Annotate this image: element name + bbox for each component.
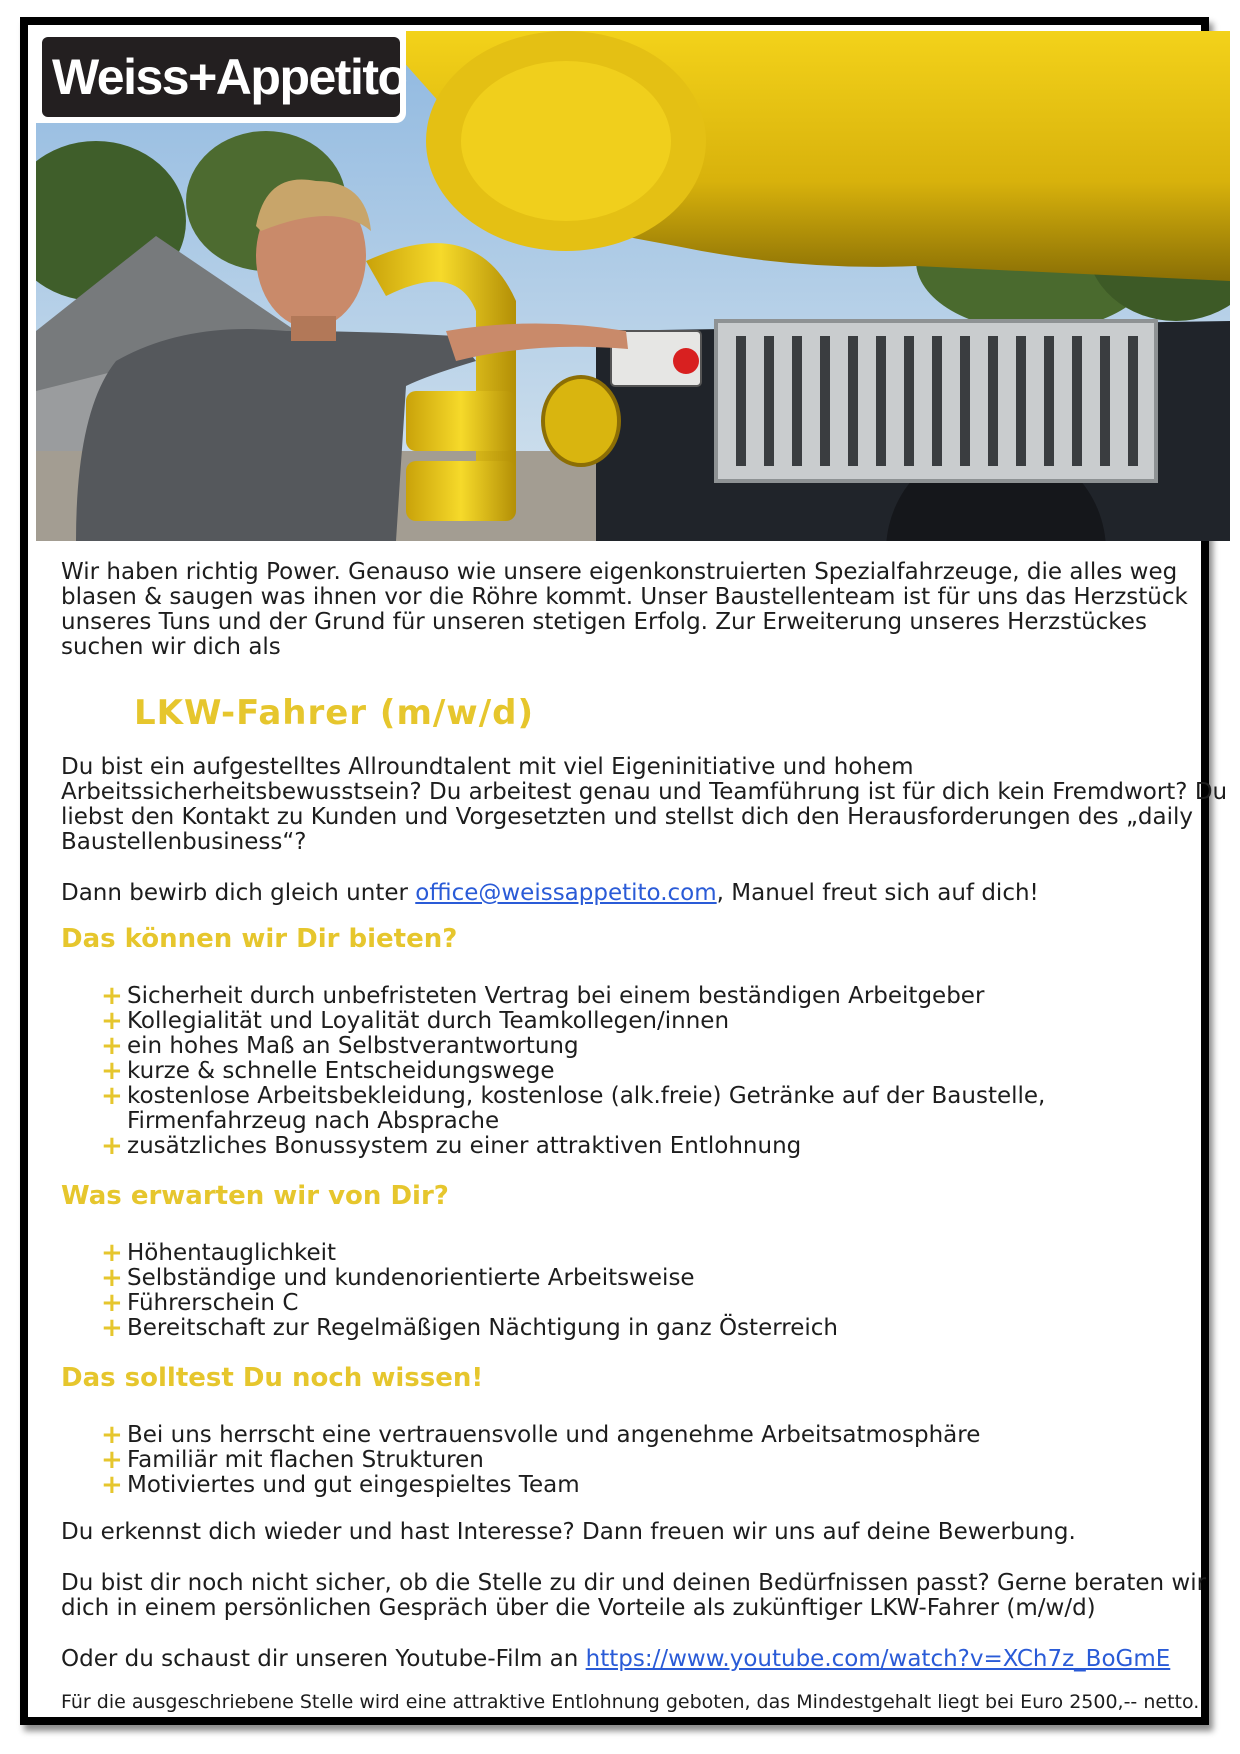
list-item: + Kollegialität und Loyalität durch Teamkollegen/innen — [101, 1006, 730, 1036]
list-item: + Höhentauglichkeit — [101, 1238, 337, 1268]
list-item: + Motiviertes und gut eingespieltes Team — [101, 1470, 580, 1500]
plus-icon: + — [101, 1313, 123, 1343]
video-text: Oder du schaust dir unseren Youtube-Film an — [61, 1646, 586, 1672]
list-item: + Sicherheit durch unbefristeten Vertrag bei einem beständigen Arbeitgeber — [101, 981, 985, 1011]
list-item: + kurze & schnelle Entscheidungswege — [101, 1056, 555, 1086]
plus-icon: + — [101, 1031, 123, 1061]
list-item: + Bereitschaft zur Regelmäßigen Nächtigung in ganz Österreich — [101, 1313, 838, 1343]
plus-icon: + — [101, 1263, 123, 1293]
plus-icon: + — [101, 1131, 123, 1161]
expectations-list — [61, 1238, 1231, 1343]
video-paragraph — [61, 1647, 1231, 1672]
profile-paragraph: Du bist ein aufgestelltes Allroundtalent mit viel Eigeninitiative und hohem Arbeitssicherheitsbewusstsein? Du arbeitest genau und Teamführung ist für dich kein Fremdwort? Du liebst den Kontakt zu Kunden und Vorgesetzten und stellst dich den Herausforderungen des „daily Baustellenbusiness“? — [61, 754, 1228, 855]
list-item: + kostenlose Arbeitsbekleidung, kostenlose (alk.freie) Getränke auf der Baustelle, Firmenfahrzeug nach Absprache — [101, 1081, 1046, 1134]
apply-text-before: Dann bewirb dich gleich unter — [61, 880, 416, 906]
page-frame — [20, 17, 1228, 1725]
list-item: + Selbständige und kundenorientierte Arbeitsweise — [101, 1263, 695, 1293]
section-heading-expectations: Was erwarten wir von Dir? — [61, 1181, 449, 1211]
job-ad-content — [61, 560, 1231, 1713]
plus-icon: + — [101, 981, 123, 1011]
plus-icon: + — [101, 1081, 123, 1111]
plus-icon: + — [101, 1056, 123, 1086]
plus-icon: + — [101, 1238, 123, 1268]
apply-text-after: , Manuel freut sich auf dich! — [716, 880, 1039, 906]
plus-icon: + — [101, 1006, 123, 1036]
salary-note: Für die ausgeschriebene Stelle wird eine attraktive Entlohnung geboten, das Mindestgehalt liegt bei Euro 2500,-- netto. — [61, 1691, 1200, 1713]
list-item: + Führerschein C — [101, 1288, 299, 1318]
brand-logo-text: Weiss+Appetito — [42, 37, 400, 117]
apply-paragraph — [61, 881, 1231, 906]
list-item: + Familiär mit flachen Strukturen — [101, 1445, 484, 1475]
good-to-know-list — [61, 1420, 1231, 1500]
intro-paragraph: Wir haben richtig Power. Genauso wie unsere eigenkonstruierten Spezialfahrzeuge, die alles weg blasen & saugen was ihnen vor die Röhre kommt. Unser Baustellenteam ist für uns das Herzstück unseres Tuns und der Grund für unseren stetigen Erfolg. Zur Erweiterung unseres Herzstückes suchen wir dich als — [61, 559, 1188, 660]
plus-icon: + — [101, 1470, 123, 1500]
job-title: LKW-Fahrer (m/w/d) — [134, 693, 535, 733]
section-heading-offer: Das können wir Dir bieten? — [61, 924, 458, 954]
youtube-link[interactable]: https://www.youtube.com/watch?v=XCh7z_BoGmE — [585, 1646, 1171, 1672]
plus-icon: + — [101, 1420, 123, 1450]
section-heading-good-to-know: Das solltest Du noch wissen! — [61, 1363, 484, 1393]
plus-icon: + — [101, 1445, 123, 1475]
interest-paragraph: Du erkennst dich wieder und hast Interesse? Dann freuen wir uns auf deine Bewerbung. — [61, 1519, 1076, 1545]
list-item: + ein hohes Maß an Selbstverantwortung — [101, 1031, 579, 1061]
brand-logo — [36, 31, 406, 123]
offer-list — [61, 981, 1231, 1161]
list-item: + Bei uns herrscht eine vertrauensvolle und angenehme Arbeitsatmosphäre — [101, 1420, 981, 1450]
plus-icon: + — [101, 1288, 123, 1318]
email-link[interactable]: office@weissappetito.com — [415, 880, 717, 906]
unsure-paragraph: Du bist dir noch nicht sicher, ob die Stelle zu dir und deinen Bedürfnissen passt? Gerne beraten wir dich in einem persönlichen Gespräch über die Vorteile als zukünftiger LKW-Fahrer (m/w/d) — [61, 1570, 1207, 1621]
list-item: + zusätzliches Bonussystem zu einer attraktiven Entlohnung — [101, 1131, 802, 1161]
